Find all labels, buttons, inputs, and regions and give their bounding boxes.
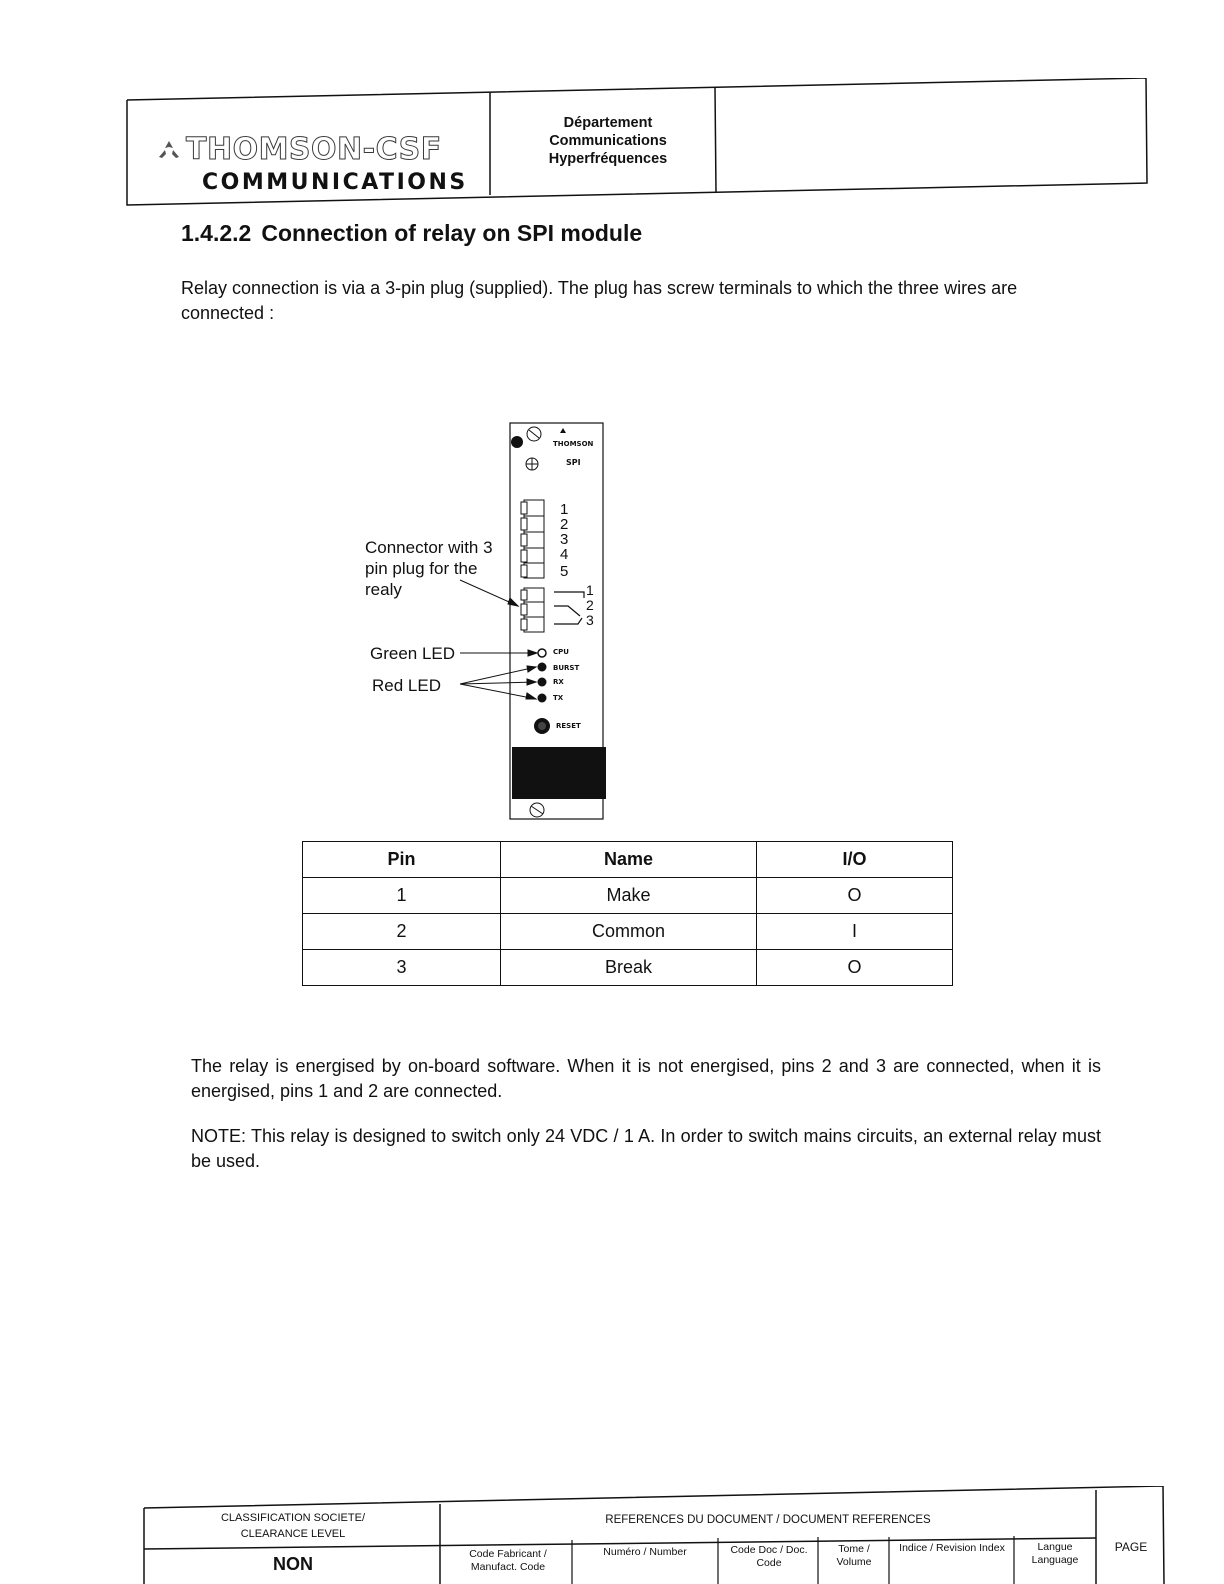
reset-label: RESET bbox=[556, 722, 581, 730]
connector-pin: 3 bbox=[560, 531, 569, 548]
department-line: Communications bbox=[549, 133, 667, 149]
pin-table bbox=[302, 841, 953, 986]
ref-col-volume: Tome / Volume bbox=[836, 1543, 872, 1568]
table-cell: 3 bbox=[303, 950, 501, 986]
module-brand: THOMSON bbox=[553, 440, 594, 448]
table-cell: I bbox=[757, 914, 953, 950]
connector-callout bbox=[365, 537, 493, 600]
table-row bbox=[303, 878, 953, 914]
brand-name: THOMSON-CSF bbox=[186, 132, 442, 167]
intro-paragraph: Relay connection is via a 3-pin plug (supplied). The plug has screw terminals to which the three wires are connected : bbox=[181, 278, 1018, 323]
green-led-label: Green LED bbox=[370, 644, 456, 663]
table-cell: 1 bbox=[303, 878, 501, 914]
callout-line: pin plug for the bbox=[365, 559, 478, 578]
relay-description: The relay is energised by on-board software. When it is not energised, pins 2 and 3 are connected, when it is energised, pins 1 and 2 are connected. bbox=[191, 1056, 1101, 1101]
document-header bbox=[126, 78, 1146, 204]
led-label-cpu: CPU bbox=[553, 648, 569, 656]
classification-label-line: CLASSIFICATION SOCIETE/ bbox=[220, 1512, 366, 1524]
section-heading bbox=[181, 220, 642, 247]
table-header-row bbox=[303, 842, 953, 878]
company-logo bbox=[156, 128, 486, 198]
classification-label-line: CLEARANCE LEVEL bbox=[240, 1528, 346, 1540]
table-cell: O bbox=[757, 950, 953, 986]
table-cell: O bbox=[757, 878, 953, 914]
table-cell: Make bbox=[501, 878, 757, 914]
table-row bbox=[303, 914, 953, 950]
column-header-io: I/O bbox=[757, 842, 953, 878]
ref-col-number: Numéro / Number bbox=[603, 1546, 687, 1558]
ref-col-language: Langue Language bbox=[1031, 1541, 1079, 1566]
section-number: 1.4.2.2 bbox=[181, 220, 252, 246]
connector-pin: 5 bbox=[560, 563, 569, 580]
ref-col-revision-index: Indice / Revision Index bbox=[899, 1542, 1005, 1554]
callout-line: Connector with 3 bbox=[365, 538, 493, 557]
thomson-logo-icon bbox=[156, 139, 182, 161]
spi-module-drawing bbox=[360, 420, 660, 820]
page-label: PAGE bbox=[1114, 1540, 1148, 1554]
column-header-name: Name bbox=[501, 842, 757, 878]
module-name: SPI bbox=[566, 458, 581, 467]
references-title: REFERENCES DU DOCUMENT / DOCUMENT REFERENCES bbox=[605, 1514, 931, 1526]
department-line: Hyperfréquences bbox=[548, 151, 668, 167]
ref-col-doc-code: Code Doc / Doc. Code bbox=[730, 1544, 808, 1569]
led-label-rx: RX bbox=[553, 678, 564, 686]
connector-pin: 4 bbox=[560, 546, 569, 563]
led-label-tx: TX bbox=[553, 694, 564, 702]
table-cell: Break bbox=[501, 950, 757, 986]
classification-label bbox=[163, 1512, 423, 1541]
led-label-burst: BURST bbox=[553, 664, 580, 672]
table-cell: 2 bbox=[303, 914, 501, 950]
brand-subtitle: COMMUNICATIONS bbox=[202, 170, 468, 195]
red-led-label: Red LED bbox=[372, 676, 441, 695]
relay-pin: 2 bbox=[586, 597, 594, 613]
table-row bbox=[303, 950, 953, 986]
ref-col-manufact-code: Code Fabricant / Manufact. Code bbox=[469, 1548, 547, 1573]
department-line: Département bbox=[563, 115, 653, 131]
connector-pin: 2 bbox=[560, 516, 569, 533]
relay-pin: 1 bbox=[586, 582, 594, 598]
relay-pin: 3 bbox=[586, 612, 594, 628]
relay-note: NOTE: This relay is designed to switch only 24 VDC / 1 A. In order to switch mains circuits, an external relay must be used. bbox=[191, 1126, 1101, 1171]
spi-module-figure bbox=[360, 420, 660, 820]
section-title: Connection of relay on SPI module bbox=[261, 220, 643, 246]
classification-value: NON bbox=[273, 1554, 313, 1574]
connector-pin: 1 bbox=[560, 501, 569, 518]
callout-line: realy bbox=[365, 580, 402, 599]
department-block bbox=[494, 114, 722, 168]
column-header-pin: Pin bbox=[303, 842, 501, 878]
table-cell: Common bbox=[501, 914, 757, 950]
connector-pin-numbers bbox=[560, 502, 568, 579]
relay-pin-numbers bbox=[586, 583, 594, 628]
document-footer bbox=[143, 1486, 1165, 1584]
